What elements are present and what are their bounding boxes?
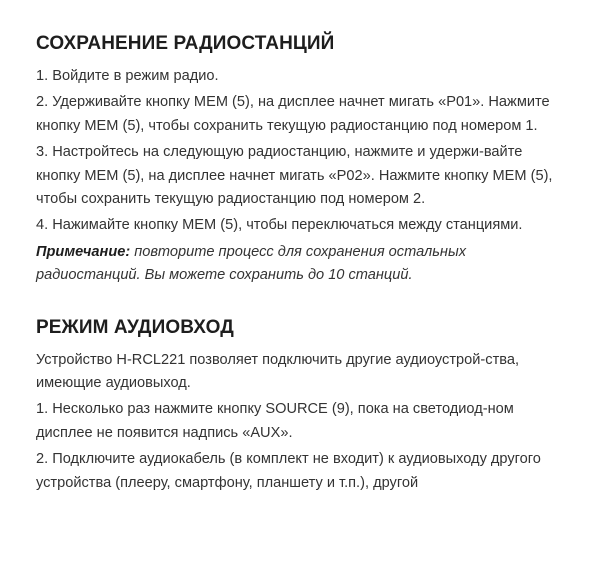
section-audio-input [36,316,566,495]
section-radio-presets [36,32,566,288]
note-paragraph [36,241,566,288]
section-title-radio-presets: СОХРАНЕНИЕ РАДИОСТАНЦИЙ [36,33,335,54]
step-4-paragraph: 4. Нажимайте кнопку MEM (5), чтобы переключаться между станциями. [36,217,523,234]
section-title-audio-input: РЕЖИМ АУДИОВХОД [36,316,234,338]
section-spacer [36,291,566,316]
step-2-paragraph: 2. Удерживайте кнопку MEM (5), на дисплее начнет мигать «P01». Нажмите кнопку MEM (5), чтобы сохранить текущую радиостанцию под номером 1. [36,94,550,134]
aux-step-2-paragraph: 2. Подключите аудиокабель (в комплект не входит) к аудиовыходу другого устройства (плееру, смартфону, планшету и т.п.), другой [36,451,541,491]
aux-step-1-paragraph: 1. Несколько раз нажмите кнопку SOURCE (9), пока на светодиод-ном дисплее не появится надпись «AUX». [36,401,514,441]
note-label: Примечание: [36,243,131,260]
intro-paragraph: Устройство H-RCL221 позволяет подключить другие аудиоустрой-ства, имеющие аудиовыход. [36,351,520,392]
step-3-paragraph: 3. Настройтесь на следующую радиостанцию, нажмите и удержи-вайте кнопку MEM (5), на дисплее начнет мигать «P02». Нажмите кнопку MEM (5), чтобы сохранить текущую радиостанцию под номером 2. [36,144,553,208]
manual-page [36,32,566,498]
step-1-paragraph: 1. Войдите в режим радио. [36,68,219,84]
note-text: повторите процесс для сохранения остальных радиостанций. Вы можете сохранить до 10 станций. [36,243,467,284]
